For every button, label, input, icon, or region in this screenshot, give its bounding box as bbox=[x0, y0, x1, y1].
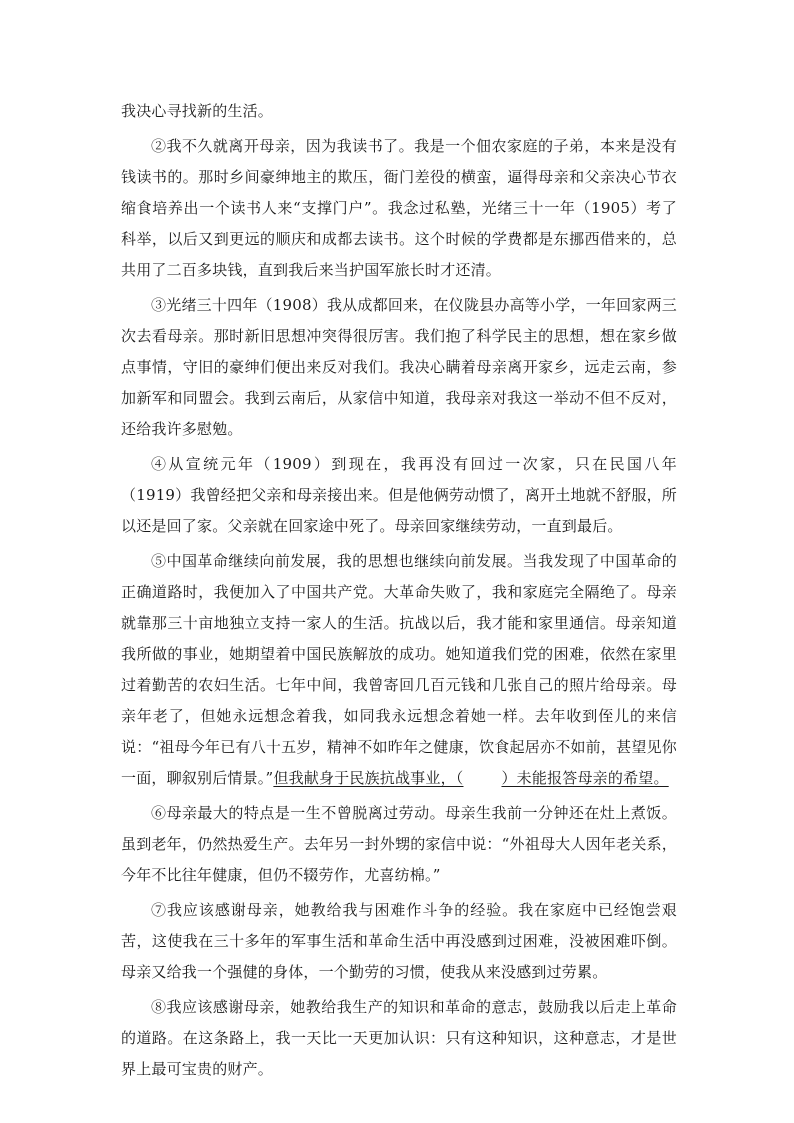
paragraph-3: ③光绪三十四年（1908）我从成都回来，在仪陇县办高等小学，一年回家两三次去看母亲。那时新旧思想冲突得很厉害。我们抱了科学民主的思想，想在家乡做点事情，守旧的豪绅们便出来反对我们。我决心瞒着母亲离开家乡，远走云南，参加新军和同盟会。我到云南后，从家信中知道，我母亲对我这一举动不但不反对，还给我许多慰勉。 bbox=[121, 296, 677, 438]
paragraph-6: ⑥母亲最大的特点是一生不曾脱离过劳动。母亲生我前一分钟还在灶上煮饭。虽到老年，仍然热爱生产。去年另一封外甥的家信中说：“外祖母大人因年老关系，今年不比往年健康，但仍不辍劳作，尤喜纺棉。” bbox=[121, 804, 677, 884]
paragraph-5-main-text: ⑤中国革命继续向前发展，我的思想也继续向前发展。当我发现了中国革命的正确道路时，我便加入了中国共产党。大革命失败了，我和家庭完全隔绝了。母亲就靠那三十亩地独立支持一家人的生活。抗战以后，我才能和家里通信。母亲知道我所做的事业，她期望着中国民族解放的成功。她知道我们党的困难，依然在家里过着勤苦的农妇生活。七年中间，我曾寄回几百元钱和几张自己的照片给母亲。母亲年老了，但她永远想念着我，如同我永远想念着她一样。去年收到侄儿的来信说：“祖母今年已有八十五岁，精神不如昨年之健康，饮食起居亦不如前，甚望见你一面，聊叙别后情景。” bbox=[121, 552, 677, 787]
paragraph-5 bbox=[121, 546, 677, 794]
underlined-sentence-part-b: ）未能报答母亲的希望。 bbox=[501, 769, 669, 787]
paragraph-continuation: 我决心寻找新的生活。 bbox=[121, 102, 274, 120]
article-body bbox=[121, 96, 677, 1085]
underlined-sentence bbox=[273, 769, 668, 787]
underlined-sentence-part-a: 但我献身于民族抗战事业，（ bbox=[273, 769, 464, 787]
paragraph-2: ②我不久就离开母亲，因为我读书了。我是一个佃农家庭的子弟，本来是没有钱读书的。那时乡间豪绅地主的欺压，衙门差役的横蛮，逼得母亲和父亲决心节衣缩食培养出一个读书人来“支撑门户”。我念过私塾，光绪三十一年（1905）考了科举，以后又到更远的顺庆和成都去读书。这个时候的学费都是东挪西借来的，总共用了二百多块钱，直到我后来当护国军旅长时才还清。 bbox=[121, 137, 677, 279]
paragraph-8: ⑧我应该感谢母亲，她教给我生产的知识和革命的意志，鼓励我以后走上革命的道路。在这条路上，我一天比一天更加认识：只有这种知识，这种意志，才是世界上最可宝贵的财产。 bbox=[121, 998, 677, 1078]
paragraph-4: ④从宣统元年（1909）到现在，我再没有回过一次家，只在民国八年（1919）我曾经把父亲和母亲接出来。但是他俩劳动惯了，离开土地就不舒服，所以还是回了家。父亲就在回家途中死了。母亲回家继续劳动，一直到最后。 bbox=[121, 455, 677, 535]
paragraph-7: ⑦我应该感谢母亲，她教给我与困难作斗争的经验。我在家庭中已经饱尝艰苦，这使我在三十多年的军事生活和革命生活中再没感到过困难，没被困难吓倒。母亲又给我一个强健的身体，一个勤劳的习惯，使我从来没感到过劳累。 bbox=[121, 901, 677, 981]
